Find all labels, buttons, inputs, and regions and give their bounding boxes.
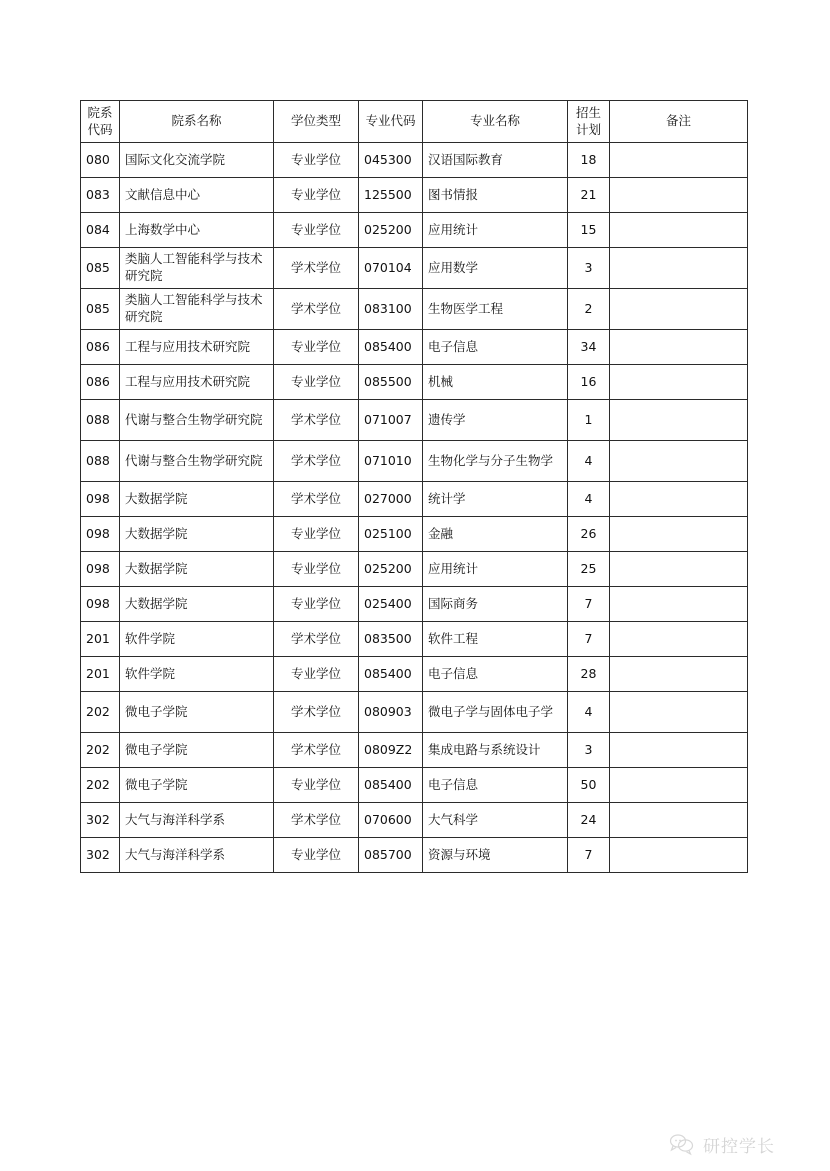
cell-degree-type: 专业学位 bbox=[274, 552, 359, 587]
cell-degree-type: 专业学位 bbox=[274, 768, 359, 803]
cell-department-code: 084 bbox=[81, 213, 120, 248]
cell-major-code: 070600 bbox=[359, 803, 423, 838]
cell-department-code: 202 bbox=[81, 768, 120, 803]
cell-remark bbox=[610, 248, 748, 289]
cell-remark bbox=[610, 178, 748, 213]
cell-remark bbox=[610, 622, 748, 657]
cell-department-name: 文献信息中心 bbox=[120, 178, 274, 213]
cell-degree-type: 学术学位 bbox=[274, 400, 359, 441]
cell-degree-type: 专业学位 bbox=[274, 143, 359, 178]
cell-department-name: 工程与应用技术研究院 bbox=[120, 330, 274, 365]
cell-degree-type: 专业学位 bbox=[274, 657, 359, 692]
cell-department-code: 202 bbox=[81, 692, 120, 733]
cell-degree-type: 学术学位 bbox=[274, 482, 359, 517]
cell-major-code: 085500 bbox=[359, 365, 423, 400]
cell-major-name: 电子信息 bbox=[423, 768, 568, 803]
cell-degree-type: 专业学位 bbox=[274, 838, 359, 873]
cell-admission-quota: 7 bbox=[568, 622, 610, 657]
cell-admission-quota: 7 bbox=[568, 838, 610, 873]
cell-degree-type: 学术学位 bbox=[274, 733, 359, 768]
column-header-department-code-line2: 代码 bbox=[87, 121, 113, 137]
cell-major-code: 025200 bbox=[359, 552, 423, 587]
cell-department-code: 302 bbox=[81, 838, 120, 873]
cell-remark bbox=[610, 517, 748, 552]
cell-department-name: 上海数学中心 bbox=[120, 213, 274, 248]
cell-remark bbox=[610, 657, 748, 692]
table-row bbox=[81, 143, 748, 178]
cell-admission-quota: 24 bbox=[568, 803, 610, 838]
cell-department-code: 098 bbox=[81, 517, 120, 552]
cell-major-name: 应用数学 bbox=[423, 248, 568, 289]
cell-major-code: 083100 bbox=[359, 289, 423, 330]
table-row bbox=[81, 178, 748, 213]
cell-department-name: 代谢与整合生物学研究院 bbox=[120, 400, 274, 441]
cell-degree-type: 专业学位 bbox=[274, 213, 359, 248]
cell-remark bbox=[610, 330, 748, 365]
cell-major-name: 生物医学工程 bbox=[423, 289, 568, 330]
cell-major-name: 资源与环境 bbox=[423, 838, 568, 873]
cell-department-name: 软件学院 bbox=[120, 657, 274, 692]
cell-admission-quota: 16 bbox=[568, 365, 610, 400]
cell-major-code: 025100 bbox=[359, 517, 423, 552]
table-row bbox=[81, 768, 748, 803]
cell-major-name: 国际商务 bbox=[423, 587, 568, 622]
cell-major-name: 微电子学与固体电子学 bbox=[423, 692, 568, 733]
cell-admission-quota: 1 bbox=[568, 400, 610, 441]
cell-admission-quota: 7 bbox=[568, 587, 610, 622]
cell-department-name: 大数据学院 bbox=[120, 552, 274, 587]
cell-major-code: 071010 bbox=[359, 441, 423, 482]
cell-major-code: 085400 bbox=[359, 330, 423, 365]
cell-department-code: 098 bbox=[81, 552, 120, 587]
cell-admission-quota: 25 bbox=[568, 552, 610, 587]
cell-admission-quota: 34 bbox=[568, 330, 610, 365]
cell-degree-type: 学术学位 bbox=[274, 692, 359, 733]
cell-major-code: 083500 bbox=[359, 622, 423, 657]
table-row bbox=[81, 517, 748, 552]
cell-admission-quota: 4 bbox=[568, 692, 610, 733]
table-row bbox=[81, 213, 748, 248]
cell-major-code: 080903 bbox=[359, 692, 423, 733]
cell-major-name: 应用统计 bbox=[423, 552, 568, 587]
table-header-row bbox=[81, 101, 748, 143]
column-header-admission-quota-line1: 招生 bbox=[575, 104, 601, 120]
column-header-department-code bbox=[81, 101, 120, 143]
column-header-degree-type: 学位类型 bbox=[274, 101, 359, 143]
cell-major-name: 图书情报 bbox=[423, 178, 568, 213]
cell-degree-type: 专业学位 bbox=[274, 517, 359, 552]
cell-major-name: 机械 bbox=[423, 365, 568, 400]
cell-department-code: 201 bbox=[81, 657, 120, 692]
cell-major-name: 生物化学与分子生物学 bbox=[423, 441, 568, 482]
cell-major-code: 071007 bbox=[359, 400, 423, 441]
table-row bbox=[81, 692, 748, 733]
cell-major-name: 集成电路与系统设计 bbox=[423, 733, 568, 768]
table-row bbox=[81, 552, 748, 587]
cell-major-code: 027000 bbox=[359, 482, 423, 517]
column-header-admission-quota bbox=[568, 101, 610, 143]
cell-degree-type: 专业学位 bbox=[274, 178, 359, 213]
cell-department-name: 微电子学院 bbox=[120, 692, 274, 733]
cell-department-code: 083 bbox=[81, 178, 120, 213]
admission-plan-table bbox=[80, 100, 748, 873]
cell-admission-quota: 3 bbox=[568, 733, 610, 768]
column-header-admission-quota-line2: 计划 bbox=[575, 121, 601, 137]
cell-degree-type: 学术学位 bbox=[274, 248, 359, 289]
cell-major-code: 025400 bbox=[359, 587, 423, 622]
cell-admission-quota: 50 bbox=[568, 768, 610, 803]
cell-remark bbox=[610, 587, 748, 622]
table-row bbox=[81, 587, 748, 622]
cell-major-code: 085400 bbox=[359, 657, 423, 692]
cell-remark bbox=[610, 733, 748, 768]
cell-major-code: 125500 bbox=[359, 178, 423, 213]
cell-major-code: 070104 bbox=[359, 248, 423, 289]
cell-department-name: 大数据学院 bbox=[120, 587, 274, 622]
column-header-remark: 备注 bbox=[610, 101, 748, 143]
cell-major-code: 0809Z2 bbox=[359, 733, 423, 768]
cell-major-name: 汉语国际教育 bbox=[423, 143, 568, 178]
cell-degree-type: 专业学位 bbox=[274, 330, 359, 365]
cell-major-name: 软件工程 bbox=[423, 622, 568, 657]
cell-admission-quota: 26 bbox=[568, 517, 610, 552]
cell-major-name: 应用统计 bbox=[423, 213, 568, 248]
cell-remark bbox=[610, 552, 748, 587]
cell-remark bbox=[610, 482, 748, 517]
cell-major-name: 电子信息 bbox=[423, 330, 568, 365]
cell-department-name: 类脑人工智能科学与技术研究院 bbox=[120, 289, 274, 330]
table-row bbox=[81, 838, 748, 873]
cell-remark bbox=[610, 289, 748, 330]
cell-major-name: 大气科学 bbox=[423, 803, 568, 838]
table-row bbox=[81, 365, 748, 400]
table-row bbox=[81, 289, 748, 330]
cell-department-name: 大数据学院 bbox=[120, 517, 274, 552]
cell-department-name: 微电子学院 bbox=[120, 768, 274, 803]
column-header-department-code-line1: 院系 bbox=[87, 104, 113, 120]
cell-degree-type: 专业学位 bbox=[274, 587, 359, 622]
cell-major-name: 统计学 bbox=[423, 482, 568, 517]
watermark-text: 研控学长 bbox=[703, 1136, 775, 1157]
cell-remark bbox=[610, 803, 748, 838]
cell-major-name: 金融 bbox=[423, 517, 568, 552]
cell-department-code: 201 bbox=[81, 622, 120, 657]
table-row bbox=[81, 657, 748, 692]
cell-admission-quota: 18 bbox=[568, 143, 610, 178]
cell-admission-quota: 4 bbox=[568, 482, 610, 517]
cell-degree-type: 学术学位 bbox=[274, 441, 359, 482]
table-row bbox=[81, 248, 748, 289]
cell-department-name: 国际文化交流学院 bbox=[120, 143, 274, 178]
table-row bbox=[81, 622, 748, 657]
table-row bbox=[81, 803, 748, 838]
cell-department-name: 大气与海洋科学系 bbox=[120, 803, 274, 838]
cell-degree-type: 学术学位 bbox=[274, 803, 359, 838]
cell-major-code: 085700 bbox=[359, 838, 423, 873]
cell-admission-quota: 3 bbox=[568, 248, 610, 289]
cell-department-name: 大数据学院 bbox=[120, 482, 274, 517]
cell-major-code: 085400 bbox=[359, 768, 423, 803]
cell-department-code: 202 bbox=[81, 733, 120, 768]
cell-department-code: 098 bbox=[81, 587, 120, 622]
table-row bbox=[81, 733, 748, 768]
cell-admission-quota: 28 bbox=[568, 657, 610, 692]
cell-department-code: 086 bbox=[81, 365, 120, 400]
cell-major-name: 电子信息 bbox=[423, 657, 568, 692]
cell-remark bbox=[610, 365, 748, 400]
cell-remark bbox=[610, 441, 748, 482]
chat-bubble-logo-icon bbox=[668, 1131, 696, 1157]
cell-degree-type: 专业学位 bbox=[274, 365, 359, 400]
cell-admission-quota: 4 bbox=[568, 441, 610, 482]
cell-department-code: 085 bbox=[81, 289, 120, 330]
cell-remark bbox=[610, 400, 748, 441]
cell-degree-type: 学术学位 bbox=[274, 622, 359, 657]
cell-department-code: 088 bbox=[81, 441, 120, 482]
table-row bbox=[81, 441, 748, 482]
cell-major-code: 025200 bbox=[359, 213, 423, 248]
cell-degree-type: 学术学位 bbox=[274, 289, 359, 330]
cell-admission-quota: 15 bbox=[568, 213, 610, 248]
cell-department-name: 微电子学院 bbox=[120, 733, 274, 768]
cell-department-code: 085 bbox=[81, 248, 120, 289]
cell-department-code: 086 bbox=[81, 330, 120, 365]
cell-remark bbox=[610, 692, 748, 733]
table-body bbox=[81, 143, 748, 873]
cell-remark bbox=[610, 143, 748, 178]
cell-department-code: 098 bbox=[81, 482, 120, 517]
table-row bbox=[81, 330, 748, 365]
cell-remark bbox=[610, 768, 748, 803]
column-header-major-code: 专业代码 bbox=[359, 101, 423, 143]
table-header bbox=[81, 101, 748, 143]
cell-remark bbox=[610, 838, 748, 873]
cell-major-name: 遗传学 bbox=[423, 400, 568, 441]
cell-department-name: 软件学院 bbox=[120, 622, 274, 657]
column-header-department-name: 院系名称 bbox=[120, 101, 274, 143]
cell-department-name: 代谢与整合生物学研究院 bbox=[120, 441, 274, 482]
cell-admission-quota: 21 bbox=[568, 178, 610, 213]
footer-watermark bbox=[668, 1124, 813, 1164]
cell-department-name: 类脑人工智能科学与技术研究院 bbox=[120, 248, 274, 289]
column-header-major-name: 专业名称 bbox=[423, 101, 568, 143]
cell-department-name: 工程与应用技术研究院 bbox=[120, 365, 274, 400]
cell-major-code: 045300 bbox=[359, 143, 423, 178]
cell-remark bbox=[610, 213, 748, 248]
cell-department-code: 080 bbox=[81, 143, 120, 178]
table-row bbox=[81, 482, 748, 517]
table-row bbox=[81, 400, 748, 441]
admission-plan-table-container bbox=[80, 100, 747, 873]
cell-department-code: 302 bbox=[81, 803, 120, 838]
cell-department-name: 大气与海洋科学系 bbox=[120, 838, 274, 873]
cell-department-code: 088 bbox=[81, 400, 120, 441]
cell-admission-quota: 2 bbox=[568, 289, 610, 330]
